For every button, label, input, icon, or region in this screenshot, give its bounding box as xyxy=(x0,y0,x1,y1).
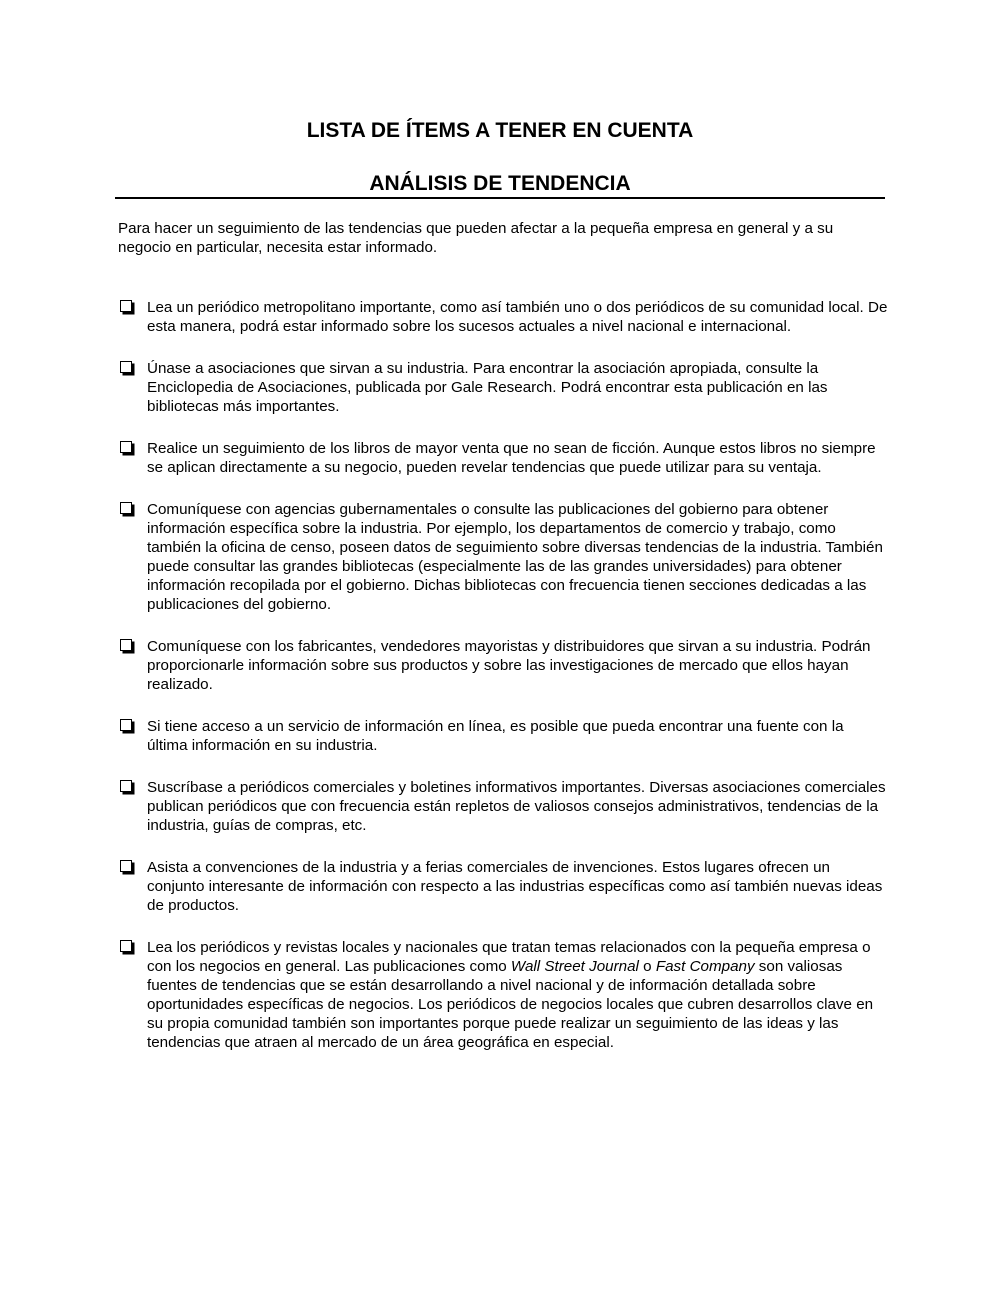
checklist-item xyxy=(118,938,888,1052)
checkbox-icon[interactable] xyxy=(120,300,132,312)
checkbox-icon[interactable] xyxy=(120,860,132,872)
checklist-item-text: Comuníquese con los fabricantes, vendedores mayoristas y distribuidores que sirvan a su industria. Podrán proporcionarle información sobre sus productos y sobre las investigaciones de mercado que ellos hayan realizado. xyxy=(147,638,871,693)
checklist-item-text: Asista a convenciones de la industria y a ferias comerciales de invenciones. Estos lugares ofrecen un conjunto interesante de información con respecto a las industrias específicas como así también nuevas ideas de productos. xyxy=(147,859,883,914)
text-before: Lea los periódicos y revistas locales y nacionales que tratan temas relacionados con la pequeña empresa o con los negocios en general. Las publicaciones como xyxy=(147,939,871,975)
checklist-item xyxy=(118,858,888,915)
checkbox-icon[interactable] xyxy=(120,940,132,952)
checkbox-icon[interactable] xyxy=(120,719,132,731)
checklist-item-text: Suscríbase a periódicos comerciales y boletines informativos importantes. Diversas asociaciones comerciales publican periódicos que con frecuencia están repletos de valiosos consejos administrativos, tendencias de la industria, guías de compras, etc. xyxy=(147,779,886,834)
checklist-item-text: Lea un periódico metropolitano importante, como así también uno o dos periódicos de su comunidad local. De esta manera, podrá estar informado sobre los sucesos actuales a nivel nacional e internacional. xyxy=(147,299,888,335)
checklist-item xyxy=(118,637,888,694)
title-divider xyxy=(115,197,885,199)
checkbox-icon[interactable] xyxy=(120,780,132,792)
document-title: LISTA DE ÍTEMS A TENER EN CUENTA xyxy=(306,119,694,142)
checklist-item xyxy=(118,717,888,755)
checkbox-icon[interactable] xyxy=(120,441,132,453)
checklist-item xyxy=(118,500,888,614)
checklist-item xyxy=(118,778,888,835)
text-after: son valiosas fuentes de tendencias que se están desarrollando a nivel nacional y de información detallada sobre oportunidades específicas de negocios. Los periódicos de negocios locales que cubren desarrollos clave en su propia comunidad también son importantes porque puede realizar un seguimiento de las ideas y las tendencias que atraen al mercado de un área geográfica en especial. xyxy=(147,958,874,1051)
text-middle: o xyxy=(638,958,656,975)
publication-wall-street-journal: Wall Street Journal xyxy=(510,958,639,975)
checklist-item xyxy=(118,298,888,336)
checklist xyxy=(118,298,888,1075)
checklist-item-text xyxy=(147,939,873,1051)
publication-fast-company: Fast Company xyxy=(655,958,755,975)
checklist-item-text: Comuníquese con agencias gubernamentales o consulte las publicaciones del gobierno para obtener información específica sobre la industria. Por ejemplo, los departamentos de comercio y trabajo, como también la oficina de censo, poseen datos de seguimiento sobre diversas tendencias de la industria. También puede consultar las grandes bibliotecas (especialmente las de las grandes universidades) para obtener información recopilada por el gobierno. Dichas bibliotecas con frecuencia tienen secciones dedicadas a las publicaciones del gobierno. xyxy=(147,501,883,613)
checkbox-icon[interactable] xyxy=(120,639,132,651)
checklist-item xyxy=(118,359,888,416)
checkbox-icon[interactable] xyxy=(120,361,132,373)
checklist-item xyxy=(118,439,888,477)
intro-paragraph: Para hacer un seguimiento de las tendencias que pueden afectar a la pequeña empresa en general y a su negocio en particular, necesita estar informado. xyxy=(118,220,834,256)
checkbox-icon[interactable] xyxy=(120,502,132,514)
checklist-item-text: Únase a asociaciones que sirvan a su industria. Para encontrar la asociación apropiada, consulte la Enciclopedia de Asociaciones, publicada por Gale Research. Podrá encontrar esta publicación en las bibliotecas más importantes. xyxy=(147,360,828,415)
checklist-item-text: Si tiene acceso a un servicio de información en línea, es posible que pueda encontrar una fuente con la última información en su industria. xyxy=(147,718,844,754)
document-subtitle: ANÁLISIS DE TENDENCIA xyxy=(369,172,631,195)
checklist-item-text: Realice un seguimiento de los libros de mayor venta que no sean de ficción. Aunque estos libros no siempre se aplican directamente a su negocio, pueden revelar tendencias que puede utilizar para su ventaja. xyxy=(147,440,876,476)
